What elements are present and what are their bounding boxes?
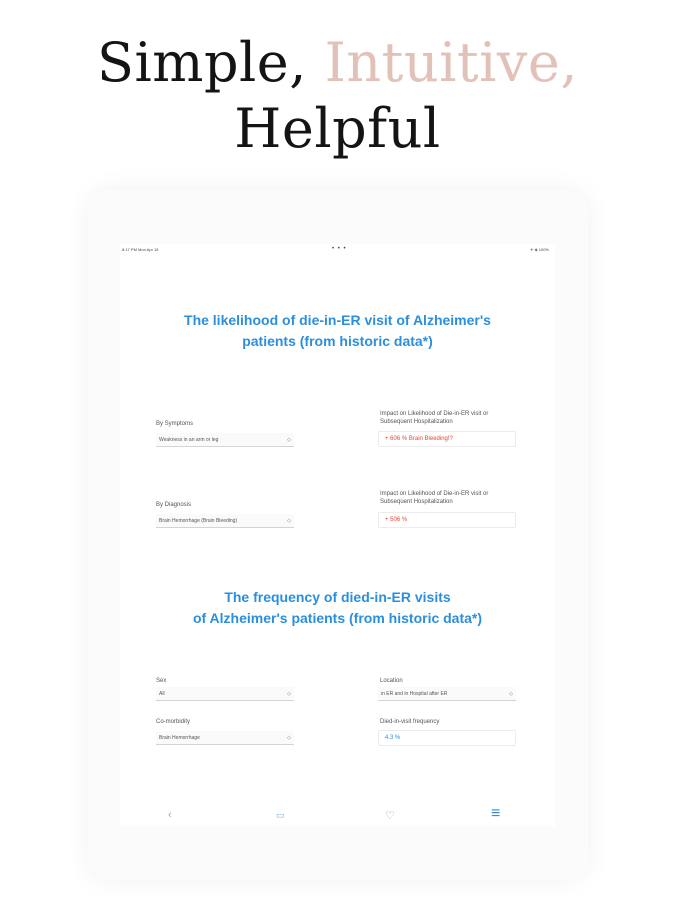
sex-label: Sex <box>156 678 167 684</box>
hero-heading <box>0 30 675 162</box>
diagnosis-select-value: Brain Hemorrhage (Brain Bleeding) <box>159 518 238 524</box>
hero-word-intuitive: Intuitive, <box>324 31 579 94</box>
app-screen <box>120 244 555 826</box>
status-bar <box>120 244 555 256</box>
symptoms-select-value: Weakness in an arm or leg <box>159 437 219 443</box>
section-title-frequency <box>120 587 555 629</box>
hero-line-2: Helpful <box>234 97 441 160</box>
impact-label-1-line1: Impact on Likelihood of Die-in-ER visit or <box>380 411 489 417</box>
diagnosis-select[interactable] <box>156 514 294 528</box>
impact-value-2: + 506 % <box>378 512 516 528</box>
symptoms-select[interactable] <box>156 433 294 447</box>
menu-icon[interactable]: ≡ <box>491 805 501 822</box>
impact-label-2 <box>380 490 488 506</box>
sex-select[interactable] <box>156 687 294 701</box>
heart-icon[interactable]: ♡ <box>385 810 395 822</box>
location-select-value: in ER and in Hospital after ER <box>381 691 448 697</box>
section-title-likelihood-line2: patients (from historic data*) <box>242 333 433 349</box>
diagnosis-label: By Diagnosis <box>156 502 192 508</box>
symptoms-label: By Symptoms <box>156 421 194 427</box>
hero-line-1 <box>0 30 675 96</box>
comorbidity-select-value: Brain Hemorrhage <box>159 735 200 741</box>
chevron-down-icon: ◇ <box>287 518 291 524</box>
impact-label-1-line2: Subsequent Hospitalization <box>380 419 453 425</box>
status-time: 8:17 PM Mon Apr 15 <box>122 247 159 252</box>
status-battery: ✈ ◈ 100% <box>530 247 549 252</box>
impact-value-1: + 606 % Brain Bleeding!? <box>378 431 516 447</box>
comorbidity-label: Co-morbidity <box>156 719 191 725</box>
bottom-tab-bar <box>120 806 555 826</box>
hero-word-simple: Simple, <box>96 31 325 94</box>
back-icon[interactable]: ‹ <box>168 809 172 821</box>
chevron-down-icon: ◇ <box>287 735 291 741</box>
location-label: Location <box>380 678 403 684</box>
document-icon[interactable]: ▭ <box>276 810 285 820</box>
section-title-frequency-line2: of Alzheimer's patients (from historic data*) <box>192 610 483 626</box>
impact-label-2-line1: Impact on Likelihood of Die-in-ER visit or <box>380 491 489 497</box>
chevron-down-icon: ◇ <box>287 437 291 443</box>
sex-select-value: All <box>159 691 165 697</box>
section-title-likelihood <box>120 310 555 352</box>
multitask-dots-icon[interactable]: • • • <box>332 246 347 252</box>
chevron-down-icon: ◇ <box>509 691 513 697</box>
section-title-frequency-line1: The frequency of died-in-ER visits <box>224 589 451 605</box>
comorbidity-select[interactable] <box>156 731 294 745</box>
frequency-label: Died-in-visit frequency <box>380 719 440 725</box>
section-title-likelihood-line1: The likelihood of die-in-ER visit of Alzheimer's <box>184 312 491 328</box>
chevron-down-icon: ◇ <box>287 691 291 697</box>
location-select[interactable] <box>378 687 516 701</box>
impact-label-2-line2: Subsequent Hospitalization <box>380 499 453 505</box>
frequency-value: 4.3 % <box>378 730 516 746</box>
impact-label-1 <box>380 410 488 426</box>
